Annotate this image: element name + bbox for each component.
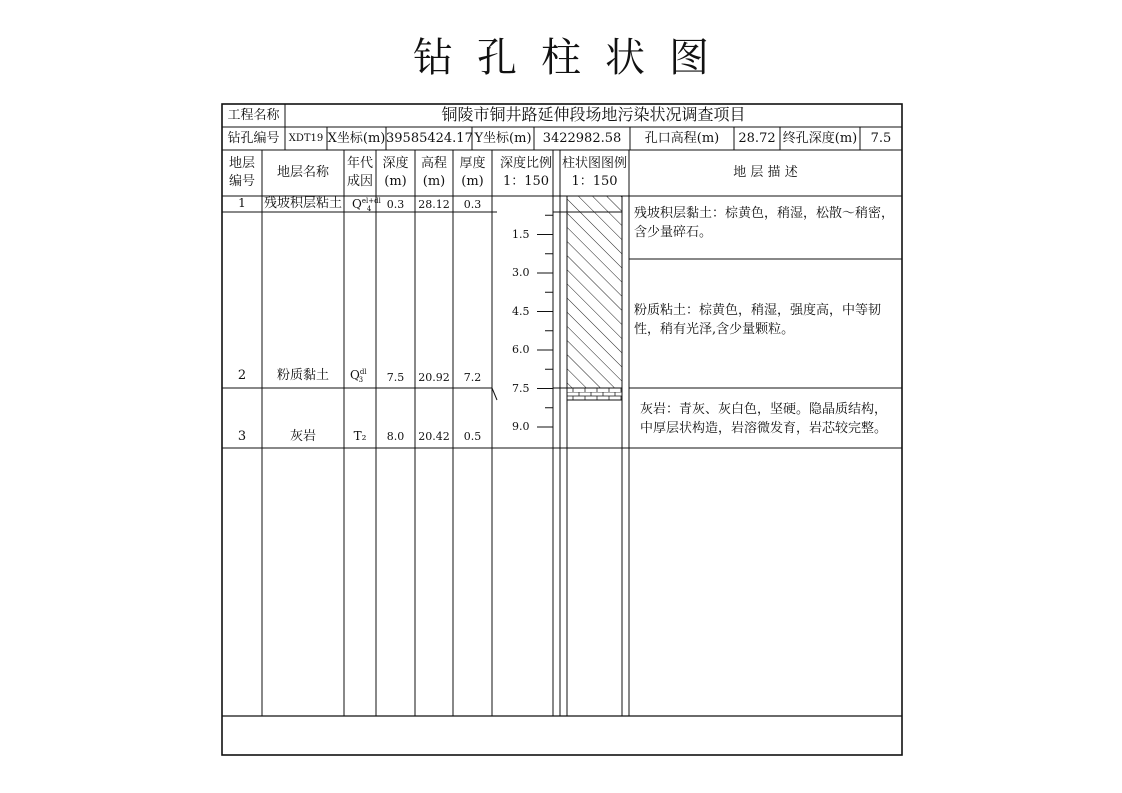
y-coord-value: 3422982.58 (542, 131, 622, 146)
header-thickness-1: 厚度 (459, 156, 486, 171)
header-elevation-2: (m) (422, 174, 446, 189)
y-coord-label: Y坐标(m) (474, 131, 532, 146)
header-thickness-2: (m) (461, 174, 484, 189)
layer-1-elevation: 28.12 (418, 198, 450, 211)
layer-2-name: 粉质黏土 (276, 368, 329, 383)
layer-2-elevation: 20.92 (418, 371, 450, 384)
hole-no-value: XDT19 (288, 133, 324, 144)
header-age-1: 年代 (346, 156, 373, 171)
scale-tick-label: 1.5 (512, 227, 530, 241)
layer-2-no: 2 (237, 368, 247, 383)
project-name: 铜陵市铜井路延伸段场地污染状况调查项目 (441, 105, 746, 124)
layer-1-description: 残坡积层黏土：棕黄色，稍湿，松散～稍密，含少量碎石。 (634, 206, 895, 240)
layer-2-thickness: 7.2 (463, 371, 482, 384)
layer-3-description: 灰岩：青灰、灰白色，坚硬。隐晶质结构，中厚层状构造，岩溶微发育，岩芯较完整。 (640, 402, 888, 436)
scale-tick-label: 3.0 (512, 266, 530, 279)
elevation-value: 28.72 (738, 131, 776, 146)
layer-3-age: T₂ (353, 429, 367, 443)
layer-1-name: 残坡积层粘土 (263, 196, 342, 211)
layer-3-elevation: 20.42 (418, 430, 450, 443)
header-description: 地 层 描 述 (733, 165, 798, 180)
header-layer-name: 地层名称 (276, 165, 329, 180)
scale-tick-label: 6.0 (512, 343, 530, 356)
header-layer-no-2: 编号 (228, 174, 255, 189)
header-depth-scale-1: 深度比例 (499, 156, 552, 171)
page-title: 钻孔柱状图 (413, 35, 733, 81)
layer-1-thickness: 0.3 (463, 198, 482, 211)
header-column-legend-2: 1：150 (571, 174, 618, 189)
hole-no-label: 钻孔编号 (227, 131, 280, 146)
header-age-2: 成因 (346, 174, 373, 189)
layer-3-depth: 8.0 (386, 430, 405, 443)
scale-tick-label: 7.5 (512, 381, 530, 395)
layer-2-depth: 7.5 (386, 371, 405, 384)
layer-2-description: 粉质粘土：棕黄色，稍湿，强度高，中等韧性，稍有光泽,含少量颗粒。 (634, 303, 882, 337)
header-depth-1: 深度 (382, 156, 409, 171)
layer-1-no: 1 (238, 196, 246, 210)
final-depth-label: 终孔深度(m) (782, 131, 858, 146)
layer-3-no: 3 (237, 429, 247, 444)
header-depth-2: (m) (384, 174, 407, 189)
depth-scale-ticks (537, 215, 553, 427)
header-elevation-1: 高程 (420, 156, 447, 171)
layer-2-age: $Q^{dl}_3$ (350, 368, 367, 385)
layer-3-name: 灰岩 (289, 429, 316, 444)
layer-3-thickness: 0.5 (463, 430, 482, 443)
header-depth-scale-2: 1：150 (502, 174, 550, 189)
layer-1-depth: 0.3 (386, 198, 405, 211)
scale-tick-label: 4.5 (512, 304, 530, 318)
project-label: 工程名称 (227, 108, 280, 123)
header-column-legend-1: 柱状图图例 (561, 156, 627, 171)
x-coord-label: X坐标(m) (327, 131, 386, 146)
elevation-label: 孔口高程(m) (644, 131, 720, 146)
x-coord-value: 39585424.17 (386, 131, 473, 146)
final-depth-value: 7.5 (870, 131, 892, 146)
scale-tick-label: 9.0 (512, 420, 530, 433)
header-layer-no-1: 地层 (228, 156, 255, 171)
layer-1-age: $Q^{el+dl}_4$ (352, 197, 381, 214)
